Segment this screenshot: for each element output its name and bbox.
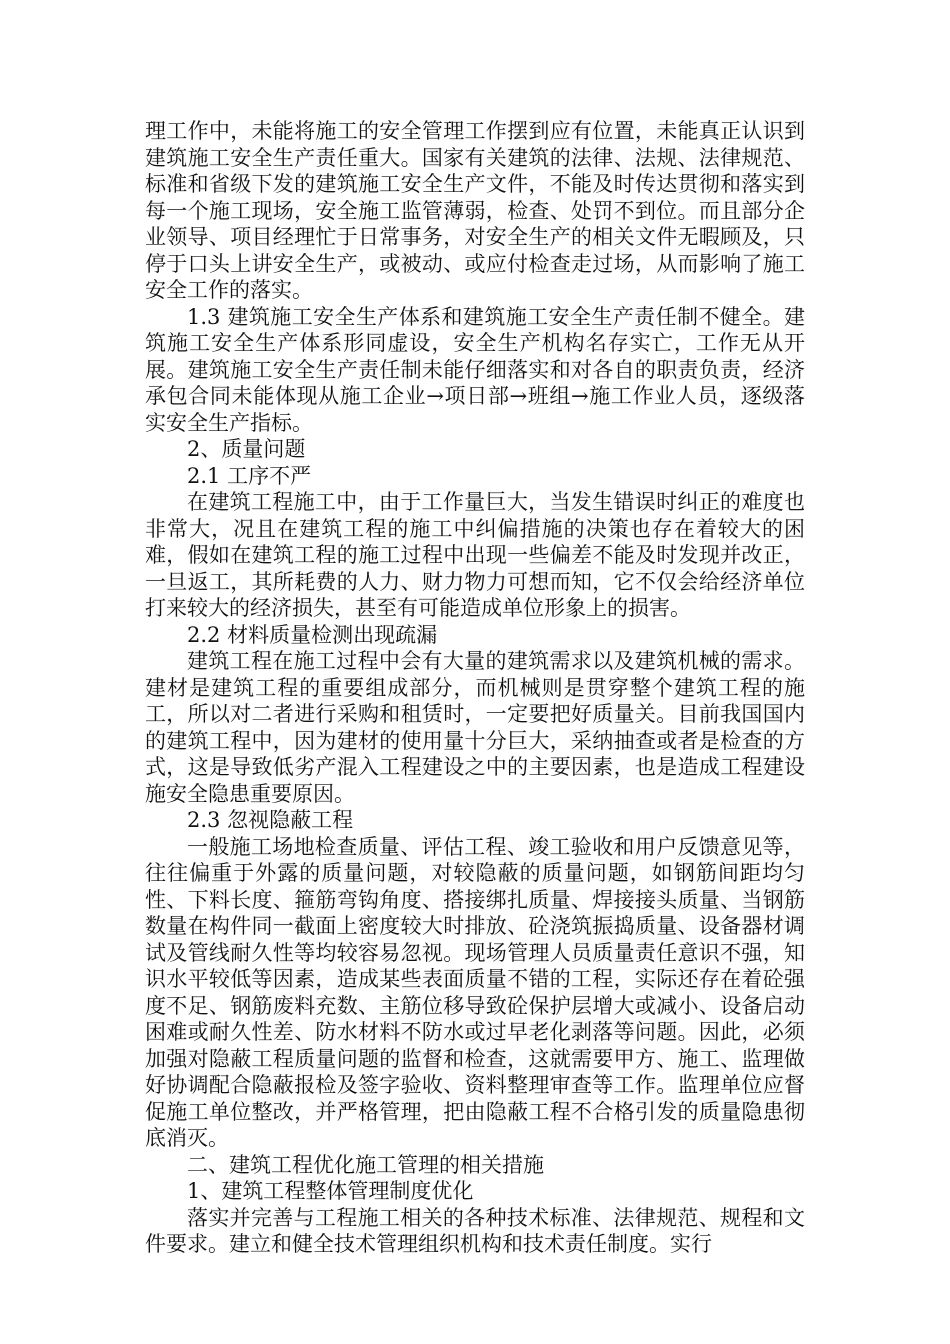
heading-two-1: 1、建筑工程整体管理制度优化 [187, 1179, 474, 1203]
paragraph-1: 理工作中，未能将施工的安全管理工作摆到应有位置，未能真正认识到建筑施工安全生产责任重大。国家有关建筑的法律、法规、法律规范、标准和省级下发的建筑施工安全生产文件，不能及时传达贯彻和落实到每一个施工现场，安全施工监管薄弱，检查、处罚不到位。而且部分企业领导、项目经理忙于日常事务，对安全生产的相关文件无暇顾及，只停于口头上讲安全生产，或被动、或应付检查走过场，从而影响了施工安全工作的落实。 [145, 119, 805, 302]
paragraph-two-1: 落实并完善与工程施工相关的各种技术标准、法律规范、规程和文件要求。建立和健全技术管理组织机构和技术责任制度。实行 [145, 1205, 805, 1256]
heading-2-3: 2.3 忽视隐蔽工程 [187, 808, 354, 832]
heading-section-two: 二、建筑工程优化施工管理的相关措施 [187, 1152, 544, 1177]
document-page [145, 118, 805, 1258]
paragraph-2-1: 在建筑工程施工中，由于工作量巨大，当发生错误时纠正的难度也非常大，况且在建筑工程的施工中纠偏措施的决策也存在着较大的困难，假如在建筑工程的施工过程中出现一些偏差不能及时发现并改正，一旦返工，其所耗费的人力、财力物力可想而知，它不仅会给经济单位打来较大的经济损失，甚至有可能造成单位形象上的损害。 [145, 490, 805, 620]
heading-2-1: 2.1 工序不严 [187, 463, 312, 488]
paragraph-2-2: 建筑工程在施工过程中会有大量的建筑需求以及建筑机械的需求。建材是建筑工程的重要组成部分，而机械则是贯穿整个建筑工程的施工，所以对二者进行采购和租赁时，一定要把好质量关。目前我国国内的建筑工程中，因为建材的使用量十分巨大，采纳抽查或者是检查的方式，这是导致低劣产混入工程建设之中的主要因素，也是造成工程建设施安全隐患重要原因。 [145, 649, 805, 806]
heading-quality-problems: 2、质量问题 [187, 437, 306, 461]
heading-2-2: 2.2 材料质量检测出现疏漏 [187, 622, 438, 647]
paragraph-1-3-safety-system: 1.3 建筑施工安全生产体系和建筑施工安全生产责任制不健全。建筑施工安全生产体系形同虚设，安全生产机构名存实亡，工作无从开展。建筑施工安全生产责任制未能仔细落实和对各自的职责负责，经济承包合同未能体现从施工企业→项日部→班组→施工作业人员，逐级落实安全生产指标。 [145, 304, 805, 435]
paragraph-2-3: 一般施工场地检查质量、评估工程、竣工验收和用户反馈意见等，往往偏重于外露的质量问题，对较隐蔽的质量问题，如钢筋间距均匀性、下料长度、箍筋弯钩角度、搭接绑扎质量、焊接接头质量、当钢筋数量在构件同一截面上密度较大时排放、砼浇筑振捣质量、设备器材调试及管线耐久性等均较容易忽视。现场管理人员质量责任意识不强，知识水平较低等因素，造成某些表面质量不错的工程，实际还存在着砼强度不足、钢筋废料充数、主筋位移导致砼保护层增大或减小、设备启动困难或耐久性差、防水材料不防水或过早老化剥落等问题。因此，必须加强对隐蔽工程质量问题的监督和检查，这就需要甲方、施工、监理做好协调配合隐蔽报检及签字验收、资料整理审查等工作。监理单位应督促施工单位整改，并严格管理，把由隐蔽工程不合格引发的质量隐患彻底消灭。 [145, 834, 805, 1150]
